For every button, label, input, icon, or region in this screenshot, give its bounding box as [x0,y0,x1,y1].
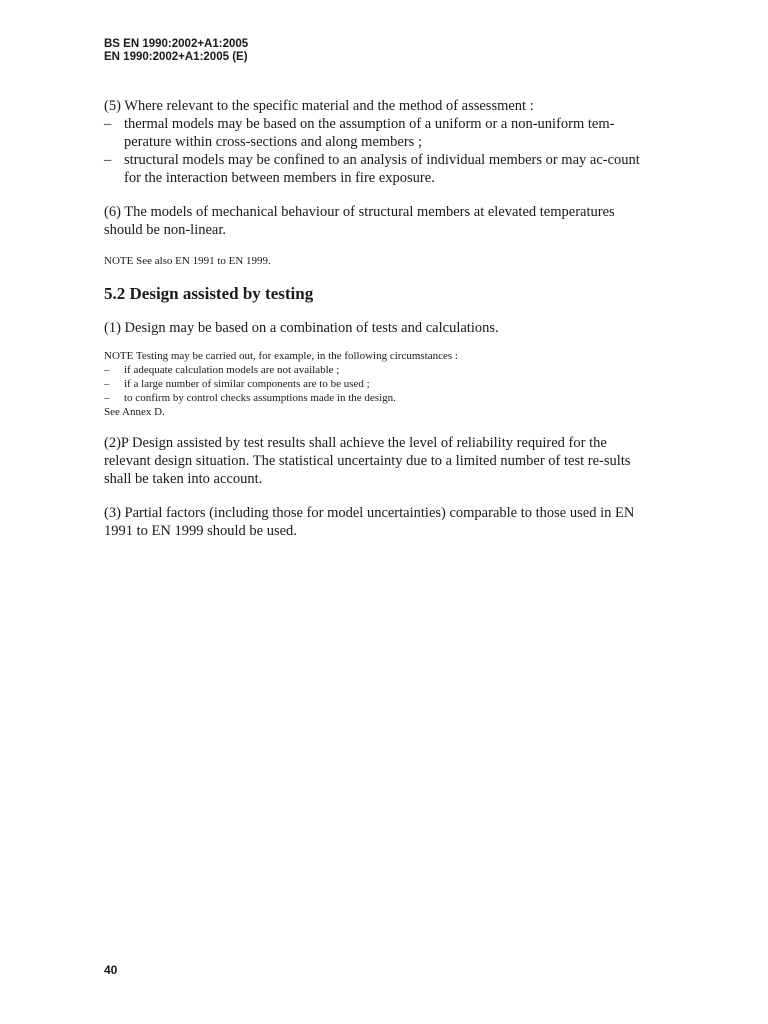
page-body [104,97,650,540]
list-item: – if adequate calculation models are not available ; [104,363,650,377]
page-number: 40 [104,963,118,977]
section-paragraph-2: (2)P Design assisted by test results shall achieve the level of reliability required for the relevant design situation. The statistical uncertainty due to a limited number of test re-sults shall be taken into account. [104,435,631,487]
section-title: 5.2 Design assisted by testing [104,284,314,303]
section-paragraph-3: (3) Partial factors (including those for model uncertainties) comparable to those used in EN 1991 to EN 1999 should be used. [104,505,635,539]
paragraph-6: (6) The models of mechanical behaviour of structural members at elevated temperatures should be non-linear. [104,204,615,238]
list-item: – thermal models may be based on the assumption of a uniform or a non-uniform tem-perature within cross-sections and along members ; [104,115,650,151]
list-item: – structural models may be confined to an analysis of individual members or may ac-count for the interaction between members in fire exposure. [104,151,650,187]
list-item: – to confirm by control checks assumptions made in the design. [104,391,650,405]
note-see-annex: See Annex D. [104,406,165,418]
section-paragraph-1: (1) Design may be based on a combination of tests and calculations. [104,320,499,336]
list-item: – if a large number of similar components are to be used ; [104,377,650,391]
paragraph-5-list [104,115,650,187]
note-testing-intro: NOTE Testing may be carried out, for example, in the following circumstances : [104,350,458,362]
paragraph-5-intro: (5) Where relevant to the specific material and the method of assessment : [104,98,534,114]
note-see-also: NOTE See also EN 1991 to EN 1999. [104,255,271,267]
document-header [104,38,248,64]
header-standard-line-1: BS EN 1990:2002+A1:2005 [104,38,249,50]
note-testing-list [104,363,650,405]
header-standard-line-2: EN 1990:2002+A1:2005 (E) [104,51,248,63]
